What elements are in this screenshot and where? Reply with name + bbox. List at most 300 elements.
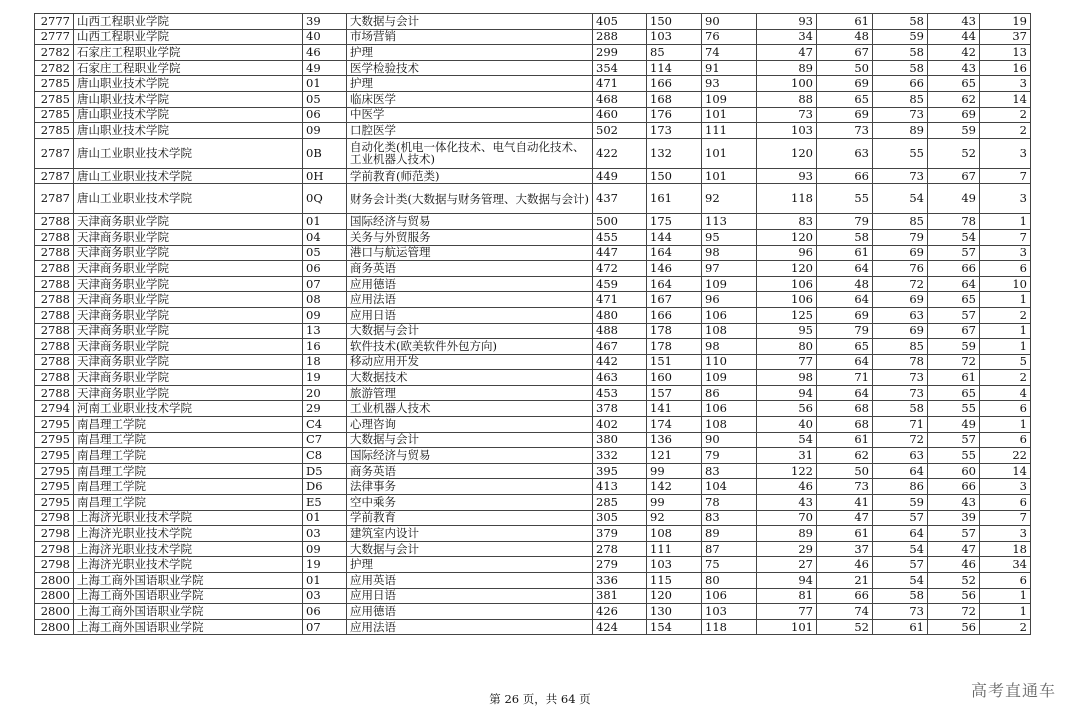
table-row xyxy=(35,261,1031,277)
table-cell: 70 xyxy=(757,510,817,526)
table-cell: 22 xyxy=(980,448,1031,464)
table-cell: 43 xyxy=(928,14,980,30)
table-cell: 455 xyxy=(593,229,647,245)
table-cell: 55 xyxy=(817,184,873,214)
table-cell: 471 xyxy=(593,292,647,308)
table-cell: 唐山工业职业技术学院 xyxy=(74,138,303,168)
table-cell: 115 xyxy=(647,573,702,589)
table-cell: 57 xyxy=(928,432,980,448)
table-cell: 106 xyxy=(702,307,757,323)
table-cell: C7 xyxy=(303,432,347,448)
table-cell: 2788 xyxy=(35,370,74,386)
table-row xyxy=(35,292,1031,308)
table-cell: 54 xyxy=(928,229,980,245)
table-cell: 01 xyxy=(303,573,347,589)
table-cell: 121 xyxy=(647,448,702,464)
table-cell: 2795 xyxy=(35,432,74,448)
table-cell: 41 xyxy=(817,495,873,511)
table-cell: 94 xyxy=(757,573,817,589)
table-cell: 46 xyxy=(757,479,817,495)
table-cell: 19 xyxy=(980,14,1031,30)
table-cell: 174 xyxy=(647,417,702,433)
table-cell: 0H xyxy=(303,168,347,184)
table-cell: 天津商务职业学院 xyxy=(74,229,303,245)
table-cell: 49 xyxy=(303,60,347,76)
table-cell: 2798 xyxy=(35,510,74,526)
table-cell: 应用日语 xyxy=(347,588,593,604)
table-cell: 93 xyxy=(702,76,757,92)
table-cell: 85 xyxy=(873,214,928,230)
table-cell: 54 xyxy=(873,541,928,557)
table-cell: 447 xyxy=(593,245,647,261)
table-cell: 口腔医学 xyxy=(347,123,593,139)
table-cell: 467 xyxy=(593,339,647,355)
table-cell: 03 xyxy=(303,526,347,542)
table-cell: 29 xyxy=(303,401,347,417)
table-cell: 83 xyxy=(702,463,757,479)
table-cell: 3 xyxy=(980,76,1031,92)
table-cell: 55 xyxy=(928,401,980,417)
table-cell: 49 xyxy=(928,417,980,433)
table-cell: 37 xyxy=(980,29,1031,45)
table-cell: 建筑室内设计 xyxy=(347,526,593,542)
table-cell: 应用德语 xyxy=(347,276,593,292)
table-cell: 471 xyxy=(593,76,647,92)
table-cell: 2788 xyxy=(35,214,74,230)
table-cell: 护理 xyxy=(347,45,593,61)
table-row xyxy=(35,45,1031,61)
table-cell: 79 xyxy=(817,214,873,230)
table-cell: 73 xyxy=(873,385,928,401)
table-cell: 58 xyxy=(873,588,928,604)
table-cell: 64 xyxy=(817,292,873,308)
table-cell: 120 xyxy=(757,138,817,168)
table-row xyxy=(35,245,1031,261)
table-cell: 50 xyxy=(817,463,873,479)
table-cell: 98 xyxy=(702,339,757,355)
table-cell: 178 xyxy=(647,323,702,339)
table-cell: 305 xyxy=(593,510,647,526)
table-cell: 113 xyxy=(702,214,757,230)
table-row xyxy=(35,619,1031,635)
table-cell: 43 xyxy=(757,495,817,511)
table-cell: 380 xyxy=(593,432,647,448)
table-cell: 472 xyxy=(593,261,647,277)
table-cell: 2800 xyxy=(35,573,74,589)
table-cell: 69 xyxy=(873,323,928,339)
table-cell: 06 xyxy=(303,107,347,123)
table-cell: 90 xyxy=(702,432,757,448)
table-cell: 120 xyxy=(757,261,817,277)
table-cell: 58 xyxy=(873,60,928,76)
table-row xyxy=(35,168,1031,184)
table-cell: 10 xyxy=(980,276,1031,292)
table-cell: 63 xyxy=(873,307,928,323)
table-cell: 大数据与会计 xyxy=(347,541,593,557)
table-cell: 279 xyxy=(593,557,647,573)
table-row xyxy=(35,123,1031,139)
table-cell: 61 xyxy=(817,245,873,261)
table-cell: 心理咨询 xyxy=(347,417,593,433)
table-cell: 移动应用开发 xyxy=(347,354,593,370)
table-cell: 106 xyxy=(702,588,757,604)
table-cell: 财务会计类(大数据与财务管理、大数据与会计) xyxy=(347,184,593,214)
table-row xyxy=(35,307,1031,323)
table-cell: 1 xyxy=(980,417,1031,433)
table-cell: 173 xyxy=(647,123,702,139)
table-body xyxy=(35,14,1031,635)
table-cell: 108 xyxy=(702,323,757,339)
table-cell: 34 xyxy=(757,29,817,45)
table-cell: 166 xyxy=(647,76,702,92)
table-cell: 103 xyxy=(702,604,757,620)
table-cell: 4 xyxy=(980,385,1031,401)
table-cell: 73 xyxy=(817,479,873,495)
table-cell: 64 xyxy=(817,354,873,370)
table-cell: 413 xyxy=(593,479,647,495)
table-row xyxy=(35,448,1031,464)
table-cell: 27 xyxy=(757,557,817,573)
table-cell: 65 xyxy=(817,91,873,107)
table-cell: 护理 xyxy=(347,76,593,92)
table-cell: 18 xyxy=(303,354,347,370)
table-cell: 65 xyxy=(817,339,873,355)
table-cell: 护理 xyxy=(347,557,593,573)
table-cell: 应用德语 xyxy=(347,604,593,620)
table-cell: 66 xyxy=(817,168,873,184)
table-cell: 94 xyxy=(757,385,817,401)
table-cell: 唐山职业技术学院 xyxy=(74,123,303,139)
table-row xyxy=(35,526,1031,542)
table-cell: 上海济光职业技术学院 xyxy=(74,541,303,557)
table-cell: 2800 xyxy=(35,604,74,620)
table-cell: 2782 xyxy=(35,45,74,61)
table-row xyxy=(35,495,1031,511)
admission-score-table xyxy=(34,13,1031,635)
table-cell: 160 xyxy=(647,370,702,386)
table-cell: 288 xyxy=(593,29,647,45)
table-cell: 101 xyxy=(702,138,757,168)
table-cell: 19 xyxy=(303,557,347,573)
table-cell: 2788 xyxy=(35,339,74,355)
table-cell: 93 xyxy=(757,168,817,184)
table-cell: 87 xyxy=(702,541,757,557)
page-number-footer: 第 26 页，共 64 页 xyxy=(489,692,591,706)
table-cell: 天津商务职业学院 xyxy=(74,214,303,230)
table-cell: 77 xyxy=(757,604,817,620)
table-cell: 142 xyxy=(647,479,702,495)
table-cell: 77 xyxy=(757,354,817,370)
table-cell: 97 xyxy=(702,261,757,277)
table-cell: 141 xyxy=(647,401,702,417)
table-cell: 5 xyxy=(980,354,1031,370)
table-row xyxy=(35,557,1031,573)
table-cell: 354 xyxy=(593,60,647,76)
table-cell: 151 xyxy=(647,354,702,370)
table-cell: 299 xyxy=(593,45,647,61)
table-cell: 381 xyxy=(593,588,647,604)
table-cell: 40 xyxy=(303,29,347,45)
table-cell: 7 xyxy=(980,168,1031,184)
table-cell: 05 xyxy=(303,91,347,107)
table-cell: 7 xyxy=(980,229,1031,245)
table-cell: 120 xyxy=(757,229,817,245)
table-cell: 04 xyxy=(303,229,347,245)
table-cell: 6 xyxy=(980,401,1031,417)
table-cell: 01 xyxy=(303,214,347,230)
table-cell: 47 xyxy=(817,510,873,526)
table-row xyxy=(35,60,1031,76)
table-cell: 61 xyxy=(817,526,873,542)
table-cell: 100 xyxy=(757,76,817,92)
table-cell: 125 xyxy=(757,307,817,323)
table-cell: 天津商务职业学院 xyxy=(74,307,303,323)
table-cell: 2795 xyxy=(35,463,74,479)
table-cell: 58 xyxy=(873,14,928,30)
table-cell: 2798 xyxy=(35,541,74,557)
table-cell: 468 xyxy=(593,91,647,107)
table-cell: 150 xyxy=(647,168,702,184)
table-cell: 2785 xyxy=(35,91,74,107)
table-cell: 96 xyxy=(757,245,817,261)
table-row xyxy=(35,76,1031,92)
table-cell: 南昌理工学院 xyxy=(74,432,303,448)
table-cell: E5 xyxy=(303,495,347,511)
table-cell: 3 xyxy=(980,184,1031,214)
table-cell: 52 xyxy=(928,573,980,589)
table-cell: 93 xyxy=(757,14,817,30)
table-cell: 2787 xyxy=(35,168,74,184)
table-cell: 72 xyxy=(873,432,928,448)
table-cell: 336 xyxy=(593,573,647,589)
table-cell: 20 xyxy=(303,385,347,401)
table-cell: 71 xyxy=(873,417,928,433)
table-cell: 130 xyxy=(647,604,702,620)
table-cell: 402 xyxy=(593,417,647,433)
table-cell: 79 xyxy=(817,323,873,339)
table-cell: 424 xyxy=(593,619,647,635)
table-cell: 2788 xyxy=(35,292,74,308)
table-cell: 89 xyxy=(702,526,757,542)
table-cell: 92 xyxy=(702,184,757,214)
table-cell: 64 xyxy=(928,276,980,292)
table-cell: 103 xyxy=(647,557,702,573)
table-cell: 64 xyxy=(817,261,873,277)
table-cell: 122 xyxy=(757,463,817,479)
table-cell: 460 xyxy=(593,107,647,123)
table-cell: 16 xyxy=(303,339,347,355)
table-cell: 学前教育 xyxy=(347,510,593,526)
table-cell: 2785 xyxy=(35,107,74,123)
table-row xyxy=(35,417,1031,433)
table-cell: 6 xyxy=(980,495,1031,511)
table-cell: 05 xyxy=(303,245,347,261)
table-cell: 118 xyxy=(702,619,757,635)
table-cell: 75 xyxy=(702,557,757,573)
table-cell: 1 xyxy=(980,339,1031,355)
table-cell: 2 xyxy=(980,619,1031,635)
table-cell: 69 xyxy=(817,76,873,92)
table-cell: 109 xyxy=(702,370,757,386)
table-row xyxy=(35,354,1031,370)
table-cell: 0B xyxy=(303,138,347,168)
table-cell: 453 xyxy=(593,385,647,401)
table-cell: 178 xyxy=(647,339,702,355)
table-cell: 唐山工业职业技术学院 xyxy=(74,168,303,184)
table-cell: 63 xyxy=(817,138,873,168)
table-cell: 40 xyxy=(757,417,817,433)
table-cell: 南昌理工学院 xyxy=(74,495,303,511)
table-cell: 69 xyxy=(873,245,928,261)
table-cell: 442 xyxy=(593,354,647,370)
table-cell: 2798 xyxy=(35,526,74,542)
table-cell: 64 xyxy=(873,463,928,479)
table-cell: 72 xyxy=(928,354,980,370)
table-cell: 自动化类(机电一体化技术、电气自动化技术、工业机器人技术) xyxy=(347,138,593,168)
table-row xyxy=(35,14,1031,30)
table-row xyxy=(35,323,1031,339)
table-cell: 99 xyxy=(647,463,702,479)
table-cell: 唐山职业技术学院 xyxy=(74,91,303,107)
table-cell: 2795 xyxy=(35,417,74,433)
table-cell: 80 xyxy=(702,573,757,589)
table-cell: 2795 xyxy=(35,448,74,464)
table-cell: 98 xyxy=(702,245,757,261)
table-cell: 软件技术(欧美软件外包方向) xyxy=(347,339,593,355)
table-cell: 60 xyxy=(928,463,980,479)
table-cell: 55 xyxy=(873,138,928,168)
table-cell: 06 xyxy=(303,604,347,620)
table-cell: 大数据技术 xyxy=(347,370,593,386)
table-cell: 1 xyxy=(980,292,1031,308)
table-row xyxy=(35,276,1031,292)
table-cell: 106 xyxy=(702,401,757,417)
table-cell: 120 xyxy=(647,588,702,604)
table-row xyxy=(35,401,1031,417)
table-cell: 39 xyxy=(928,510,980,526)
table-cell: 19 xyxy=(303,370,347,386)
table-cell: 56 xyxy=(928,619,980,635)
table-row xyxy=(35,138,1031,168)
table-cell: 应用英语 xyxy=(347,573,593,589)
table-cell: 06 xyxy=(303,261,347,277)
table-cell: 54 xyxy=(873,184,928,214)
table-cell: 104 xyxy=(702,479,757,495)
table-cell: 65 xyxy=(928,385,980,401)
table-cell: 167 xyxy=(647,292,702,308)
table-cell: 154 xyxy=(647,619,702,635)
table-cell: 2788 xyxy=(35,261,74,277)
table-cell: 2785 xyxy=(35,76,74,92)
table-cell: 南昌理工学院 xyxy=(74,417,303,433)
table-cell: 502 xyxy=(593,123,647,139)
table-cell: 2800 xyxy=(35,588,74,604)
table-cell: 学前教育(师范类) xyxy=(347,168,593,184)
table-cell: D5 xyxy=(303,463,347,479)
table-cell: 临床医学 xyxy=(347,91,593,107)
table-cell: 85 xyxy=(873,91,928,107)
table-cell: 85 xyxy=(873,339,928,355)
table-cell: 1 xyxy=(980,214,1031,230)
table-cell: D6 xyxy=(303,479,347,495)
table-cell: 78 xyxy=(873,354,928,370)
table-cell: 医学检验技术 xyxy=(347,60,593,76)
table-cell: 商务英语 xyxy=(347,261,593,277)
table-cell: 101 xyxy=(757,619,817,635)
table-cell: 69 xyxy=(817,307,873,323)
table-cell: 500 xyxy=(593,214,647,230)
table-cell: 67 xyxy=(928,168,980,184)
table-cell: 46 xyxy=(817,557,873,573)
table-cell: 29 xyxy=(757,541,817,557)
table-cell: 09 xyxy=(303,123,347,139)
table-cell: 天津商务职业学院 xyxy=(74,245,303,261)
table-cell: C8 xyxy=(303,448,347,464)
table-cell: 港口与航运管理 xyxy=(347,245,593,261)
table-cell: 79 xyxy=(702,448,757,464)
table-cell: 73 xyxy=(817,123,873,139)
table-cell: 31 xyxy=(757,448,817,464)
table-cell: 88 xyxy=(757,91,817,107)
table-cell: 52 xyxy=(817,619,873,635)
table-cell: 103 xyxy=(757,123,817,139)
table-cell: 天津商务职业学院 xyxy=(74,354,303,370)
table-cell: 59 xyxy=(873,495,928,511)
table-cell: 34 xyxy=(980,557,1031,573)
table-cell: 422 xyxy=(593,138,647,168)
table-cell: 86 xyxy=(873,479,928,495)
table-cell: 13 xyxy=(980,45,1031,61)
table-cell: 应用日语 xyxy=(347,307,593,323)
table-cell: 157 xyxy=(647,385,702,401)
table-cell: 111 xyxy=(702,123,757,139)
table-cell: 2 xyxy=(980,123,1031,139)
table-cell: 0Q xyxy=(303,184,347,214)
table-cell: 62 xyxy=(928,91,980,107)
table-cell: 54 xyxy=(757,432,817,448)
table-cell: 73 xyxy=(873,604,928,620)
table-cell: 73 xyxy=(873,107,928,123)
table-cell: 58 xyxy=(817,229,873,245)
table-cell: 09 xyxy=(303,541,347,557)
table-cell: 上海济光职业技术学院 xyxy=(74,557,303,573)
table-cell: 山西工程职业学院 xyxy=(74,14,303,30)
table-cell: 13 xyxy=(303,323,347,339)
table-cell: 168 xyxy=(647,91,702,107)
table-cell: 101 xyxy=(702,107,757,123)
table-cell: 48 xyxy=(817,276,873,292)
table-cell: 109 xyxy=(702,91,757,107)
table-cell: 47 xyxy=(928,541,980,557)
table-cell: 61 xyxy=(873,619,928,635)
table-cell: 旅游管理 xyxy=(347,385,593,401)
table-cell: C4 xyxy=(303,417,347,433)
table-cell: 2787 xyxy=(35,138,74,168)
table-cell: 上海工商外国语职业学院 xyxy=(74,573,303,589)
table-cell: 2788 xyxy=(35,354,74,370)
table-cell: 天津商务职业学院 xyxy=(74,323,303,339)
table-cell: 101 xyxy=(702,168,757,184)
table-cell: 55 xyxy=(928,448,980,464)
table-cell: 488 xyxy=(593,323,647,339)
table-cell: 河南工业职业技术学院 xyxy=(74,401,303,417)
table-cell: 378 xyxy=(593,401,647,417)
table-cell: 72 xyxy=(873,276,928,292)
table-cell: 空中乘务 xyxy=(347,495,593,511)
table-row xyxy=(35,91,1031,107)
table-cell: 63 xyxy=(873,448,928,464)
table-cell: 2800 xyxy=(35,619,74,635)
